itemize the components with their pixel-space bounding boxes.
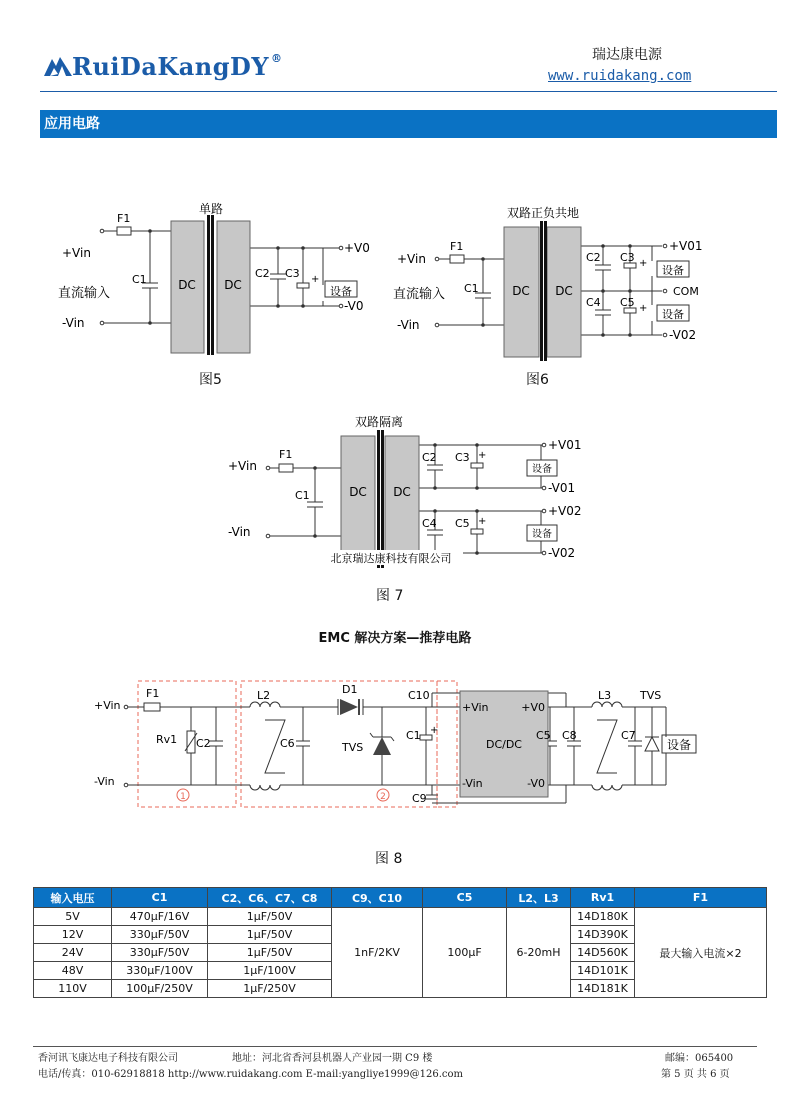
fig5-c1: C1 [132,273,147,286]
fig5-c3-plus: + [311,274,320,285]
fig6-c5-plus: + [639,303,648,314]
emc-mod-name: DC/DC [485,738,523,751]
fig6-vin-neg: -Vin [397,318,420,332]
cell-rv1: 14D180K [571,908,635,926]
table-row [34,908,767,926]
footer-address: 地址：河北省香河县机器人产业园一期 C9 楼 [232,1053,433,1064]
brand-name: RuiDaKangDY [72,52,269,81]
brand-logo-icon [44,54,72,82]
col-header-rv1: Rv1 [571,888,635,908]
fig5-dc-left: DC [178,278,196,292]
emc-mod-vo-neg: -V0 [527,777,545,790]
fig5-caption: 图5 [199,372,222,388]
cell-c9-c10-merged: 1nF/2KV [332,908,423,998]
footer-postcode: 邮编：065400 [665,1053,734,1064]
col-header-c1: C1 [112,888,208,908]
cell-voltage: 5V [34,908,112,926]
cell-c1: 100μF/250V [112,980,208,998]
fig7-vo1-neg: -V01 [548,481,576,495]
cell-c2-c8: 1μF/50V [208,926,332,944]
emc-c8: C8 [562,729,577,742]
emc-mod-vin-neg: -Vin [462,777,483,790]
col-header-voltage: 输入电压 [34,888,112,908]
component-spec-table [33,887,767,998]
cell-c1: 330μF/50V [112,926,208,944]
emc-mod-vo-pos: +V0 [521,701,545,714]
emc-c5: C5 [536,729,551,742]
cell-c1: 330μF/100V [112,962,208,980]
fig5-input-label: 直流输入 [58,286,111,301]
fig7-vo1-pos: +V01 [548,438,582,452]
fig5-title: 单路 [198,202,224,216]
registered-mark: ® [270,52,283,65]
emc-mark-1: 1 [180,792,186,802]
col-header-c9-c10: C9、C10 [332,888,423,908]
fig6-vo1: +V01 [669,239,703,253]
cell-f1-merged: 最大输入电流×2 [635,908,767,998]
fig6-input-label: 直流输入 [393,287,446,302]
fig7-device-1: 设备 [532,464,552,475]
fig5-f1: F1 [117,212,131,225]
fig5-vo-neg: -V0 [344,299,364,313]
footer-page-number: 第 5 页 共 6 页 [661,1069,730,1080]
fig7-dc-right: DC [393,485,411,499]
fig5-vo-pos: +V0 [344,241,370,255]
footer-contact: 电话/传真：010-62918818 http://www.ruidakang.com E-mail:yangliye1999@126.com [38,1069,463,1080]
emc-tvs-out: TVS [640,689,662,702]
fig7-c3-plus: + [478,450,487,461]
fig5-vin-pos: +Vin [62,246,91,260]
fig7-c5: C5 [455,517,470,530]
emc-vin-neg: -Vin [94,775,115,788]
fig7-dc-left: DC [349,485,367,499]
emc-c10: C10 [408,689,430,702]
fig6-f1: F1 [450,240,464,253]
footer-company: 香河讯飞康达电子科技有限公司 [38,1053,178,1064]
fig7-watermark: 北京瑞达康科技有限公司 [330,552,452,565]
figure-7-schematic [225,410,595,570]
cell-voltage: 110V [34,980,112,998]
col-header-f1: F1 [635,888,767,908]
emc-c1: C1 [406,729,421,742]
emc-c1-plus: + [430,725,439,736]
col-header-l2-l3: L2、L3 [507,888,571,908]
emc-c9: C9 [412,792,427,805]
fig7-vin-neg: -Vin [228,525,251,539]
emc-c2: C2 [196,737,211,750]
cell-rv1: 14D181K [571,980,635,998]
cell-rv1: 14D101K [571,962,635,980]
col-header-c2-c8: C2、C6、C7、C8 [208,888,332,908]
cell-c5-merged: 100μF [423,908,507,998]
figure-8-emc-schematic [90,675,730,815]
emc-c6: C6 [280,737,295,750]
fig7-vo2-pos: +V02 [548,504,582,518]
cell-l2-l3-merged: 6-20mH [507,908,571,998]
cell-voltage: 12V [34,926,112,944]
emc-mark-2: 2 [380,792,386,802]
fig5-c2: C2 [255,267,270,280]
fig6-dc-right: DC [555,284,573,298]
emc-title: EMC 解决方案—推荐电路 [318,631,472,646]
fig6-c4: C4 [586,296,601,309]
fig7-f1: F1 [279,448,293,461]
company-name-cn: 瑞达康电源 [592,47,662,63]
cell-c2-c8: 1μF/250V [208,980,332,998]
emc-l2: L2 [257,689,271,702]
brand-logo-text [72,52,282,81]
cell-c1: 330μF/50V [112,944,208,962]
fig7-c4: C4 [422,517,437,530]
fig7-c3: C3 [455,451,470,464]
emc-tvs: TVS [342,741,364,754]
fig5-c3: C3 [285,267,300,280]
fig6-dc-left: DC [512,284,530,298]
cell-c2-c8: 1μF/50V [208,944,332,962]
fig6-vo2: -V02 [669,328,697,342]
cell-voltage: 48V [34,962,112,980]
fig6-vin-pos: +Vin [397,252,426,266]
cell-voltage: 24V [34,944,112,962]
emc-l3: L3 [598,689,612,702]
fig6-com: COM [673,285,699,298]
emc-f1: F1 [146,687,160,700]
fig6-c1: C1 [464,282,479,295]
website-link[interactable]: www.ruidakang.com [548,68,692,84]
fig7-title: 双路隔离 [354,415,404,429]
cell-rv1: 14D390K [571,926,635,944]
cell-c2-c8: 1μF/50V [208,908,332,926]
cell-c1: 470μF/16V [112,908,208,926]
fig6-device-1: 设备 [662,264,684,277]
fig6-c5: C5 [620,296,635,309]
emc-rv1: Rv1 [156,733,178,746]
fig7-c1: C1 [295,489,310,502]
emc-d1: D1 [342,683,358,696]
fig5-device: 设备 [330,285,352,298]
figure-6-schematic [390,197,720,362]
col-header-c5: C5 [423,888,507,908]
section-title-bar: 应用电路 [40,110,777,138]
emc-c7: C7 [621,729,636,742]
fig7-c5-plus: + [478,516,487,527]
emc-vin-pos: +Vin [94,699,121,712]
fig6-c2: C2 [586,251,601,264]
fig6-caption: 图6 [526,372,549,388]
fig8-caption: 图 8 [375,851,403,867]
fig6-device-2: 设备 [662,308,684,321]
cell-c2-c8: 1μF/100V [208,962,332,980]
fig5-vin-neg: -Vin [62,316,85,330]
table-header-row [34,888,767,908]
fig7-caption: 图 7 [376,588,404,604]
figure-5-schematic [55,195,375,360]
fig6-c3-plus: + [639,258,648,269]
cell-rv1: 14D560K [571,944,635,962]
fig7-vin-pos: +Vin [228,459,257,473]
header-divider [40,91,777,92]
emc-device: 设备 [666,738,692,752]
fig7-c2: C2 [422,451,437,464]
emc-mod-vin-pos: +Vin [462,701,489,714]
fig5-dc-right: DC [224,278,242,292]
fig7-device-2: 设备 [532,529,552,540]
footer-divider [33,1046,757,1047]
fig7-vo2-neg: -V02 [548,546,576,560]
fig6-c3: C3 [620,251,635,264]
fig6-title: 双路正负共地 [506,206,580,220]
